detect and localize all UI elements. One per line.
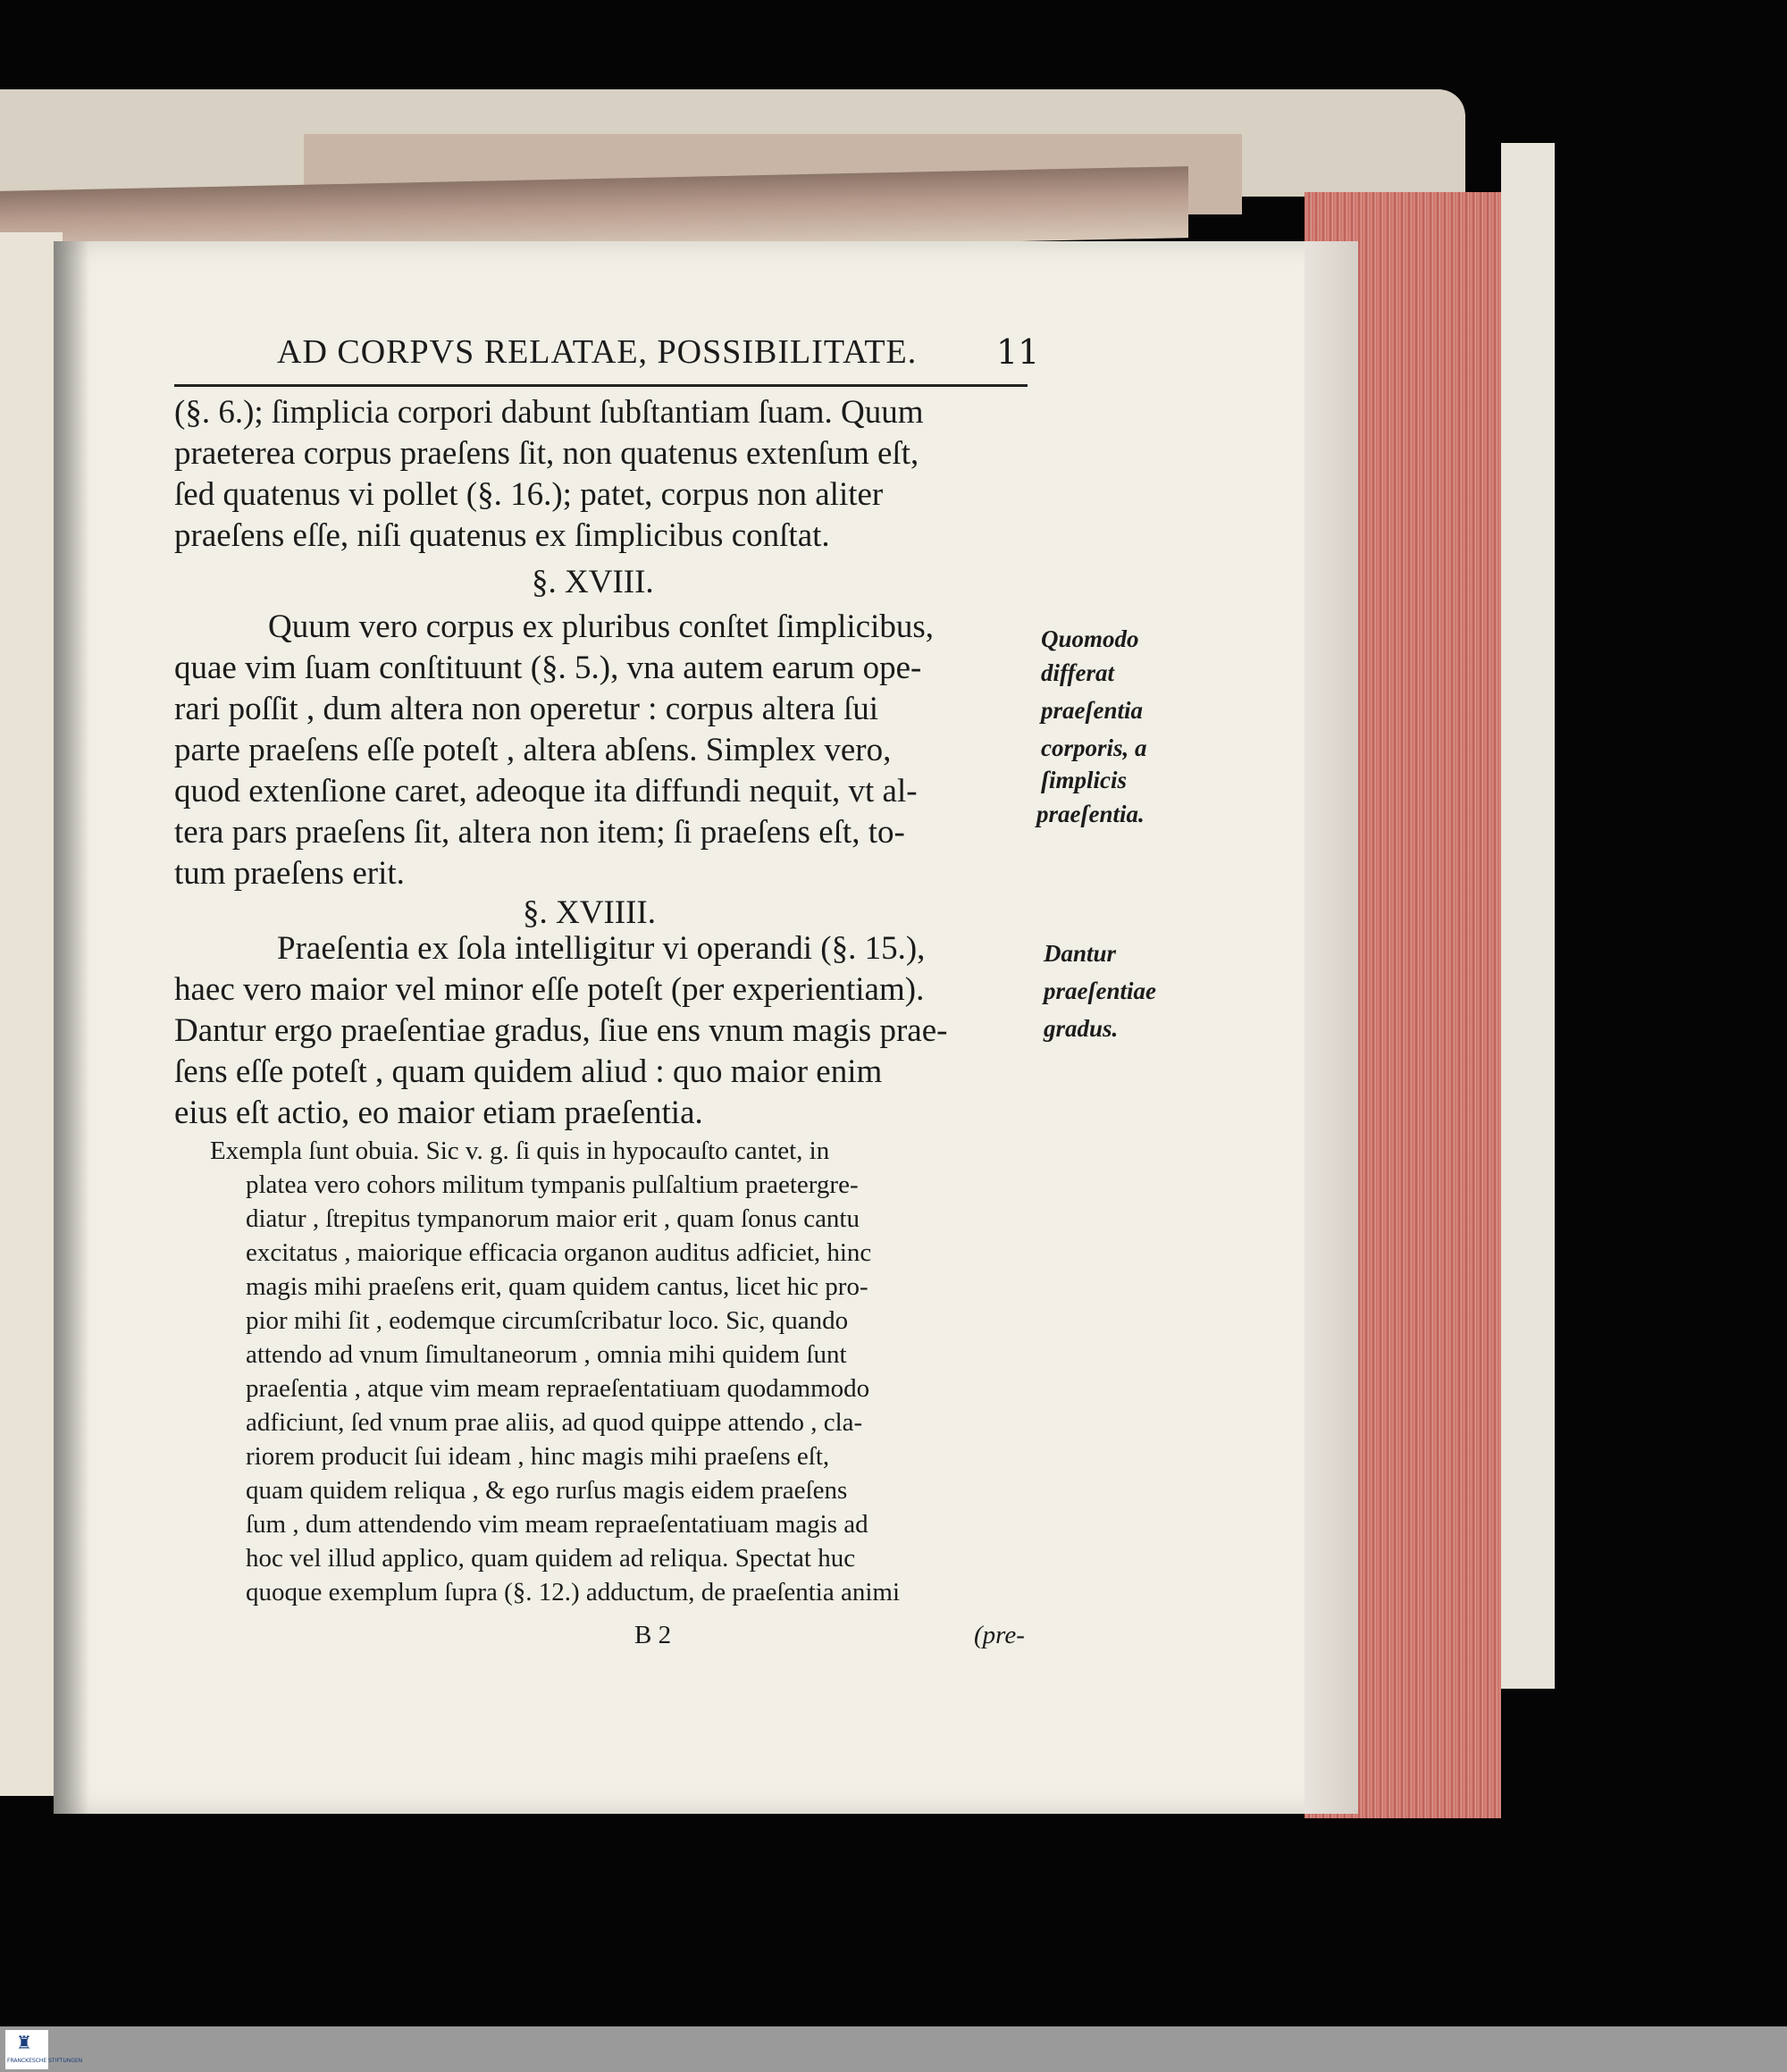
example-line: platea vero cohors militum tympanis pulſaltium praetergre- xyxy=(246,1170,859,1199)
library-logo-icon: ♜ xyxy=(16,2032,32,2053)
example-line: hoc vel illud applico, quam quidem ad reliqua. Spectat huc xyxy=(246,1544,856,1573)
body-line: rari poſſit , dum altera non operetur : corpus altera ſui xyxy=(174,691,879,727)
body-line: eius eſt actio, eo maior etiam praeſentia. xyxy=(174,1095,703,1131)
example-line: praeſentia , atque vim meam repraeſentatiuam quodammodo xyxy=(246,1374,870,1403)
example-line: adficiunt, ſed vnum prae aliis, ad quod quippe attendo , cla- xyxy=(246,1408,863,1437)
library-logo-wordmark: FRANCKESCHE STIFTUNGEN xyxy=(7,2058,83,2064)
body-line: (§. 6.); ſimplicia corpori dabunt ſubſtantiam ſuam. Quum xyxy=(174,394,924,431)
marginal-note: praeſentia xyxy=(1041,697,1143,724)
body-line: Praeſentia ex ſola intelligitur vi operandi (§. 15.), xyxy=(277,930,926,967)
example-line: quam quidem reliqua , & ego rurſus magis eidem praeſens xyxy=(246,1476,848,1505)
body-line: quae vim ſuam conſtituunt (§. 5.), vna autem earum ope- xyxy=(174,650,922,686)
body-line: ſed quatenus vi pollet (§. 16.); patet, corpus non aliter xyxy=(174,476,884,513)
section-heading: §. XVIIII. xyxy=(523,894,656,931)
example-line: diatur , ſtrepitus tympanorum maior erit , quam ſonus cantu xyxy=(246,1204,860,1233)
marginal-note: gradus. xyxy=(1044,1015,1119,1042)
viewer-footer-band xyxy=(0,2026,1787,2072)
body-line: parte praeſens eſſe poteſt , altera abſens. Simplex vero, xyxy=(174,732,892,768)
body-line: haec vero maior vel minor eſſe poteſt (per experientiam). xyxy=(174,971,925,1008)
body-line: quod extenſione caret, adeoque ita diffundi nequit, vt al- xyxy=(174,773,918,810)
example-line: riorem producit ſui ideam , hinc magis mihi praeſens eſt, xyxy=(246,1442,830,1471)
body-line: ſens eſſe poteſt , quam quidem aliud : quo maior enim xyxy=(174,1053,883,1090)
body-line: tera pars praeſens ſit, altera non item; ſi praeſens eſt, to- xyxy=(174,814,905,851)
header-rule xyxy=(174,384,1028,387)
body-line: Quum vero corpus ex pluribus conſtet ſimplicibus, xyxy=(268,608,935,645)
marginal-note: Quomodo xyxy=(1041,625,1139,652)
body-line: praeſens eſſe, niſi quatenus ex ſimplicibus conſtat. xyxy=(174,517,830,554)
marginal-note: differat xyxy=(1041,659,1114,686)
marginal-note: corporis, a xyxy=(1041,734,1147,761)
example-line: quoque exemplum ſupra (§. 12.) adductum, de praeſentia animi xyxy=(246,1578,901,1606)
example-line: excitatus , maiorique efficacia organon auditus adficiet, hinc xyxy=(246,1238,872,1267)
example-line: pior mihi ſit , eodemque circumſcribatur loco. Sic, quando xyxy=(246,1306,849,1335)
body-line: Dantur ergo praeſentiae gradus, ſiue ens vnum magis prae- xyxy=(174,1012,948,1049)
marginal-note: praeſentiae xyxy=(1044,977,1156,1004)
page-number: 11 xyxy=(996,332,1040,372)
body-line: tum praeſens erit. xyxy=(174,855,405,892)
example-line: magis mihi praeſens erit, quam quidem cantus, licet hic pro- xyxy=(246,1272,868,1301)
marginal-note: praeſentia. xyxy=(1036,801,1145,827)
running-title: AD CORPVS RELATAE, POSSIBILITATE. xyxy=(277,333,918,371)
signature-mark: B 2 xyxy=(634,1621,672,1649)
example-line: ſum , dum attendendo vim meam repraeſentatiuam magis ad xyxy=(246,1510,868,1539)
example-line: Exempla ſunt obuia. Sic v. g. ſi quis in hypocauſto cantet, in xyxy=(210,1137,830,1165)
example-line: attendo ad vnum ſimultaneorum , omnia mihi quidem ſunt xyxy=(246,1340,847,1369)
section-heading: §. XVIII. xyxy=(532,564,654,600)
catchword: (pre- xyxy=(974,1621,1025,1649)
marginal-note: ſimplicis xyxy=(1041,767,1127,793)
marginal-note: Dantur xyxy=(1044,940,1117,967)
gutter-shadow xyxy=(54,241,89,1814)
body-line: praeterea corpus praeſens ſit, non quatenus extenſum eſt, xyxy=(174,435,919,472)
book-cover-right xyxy=(1501,143,1555,1689)
page-edge xyxy=(1305,241,1358,1814)
